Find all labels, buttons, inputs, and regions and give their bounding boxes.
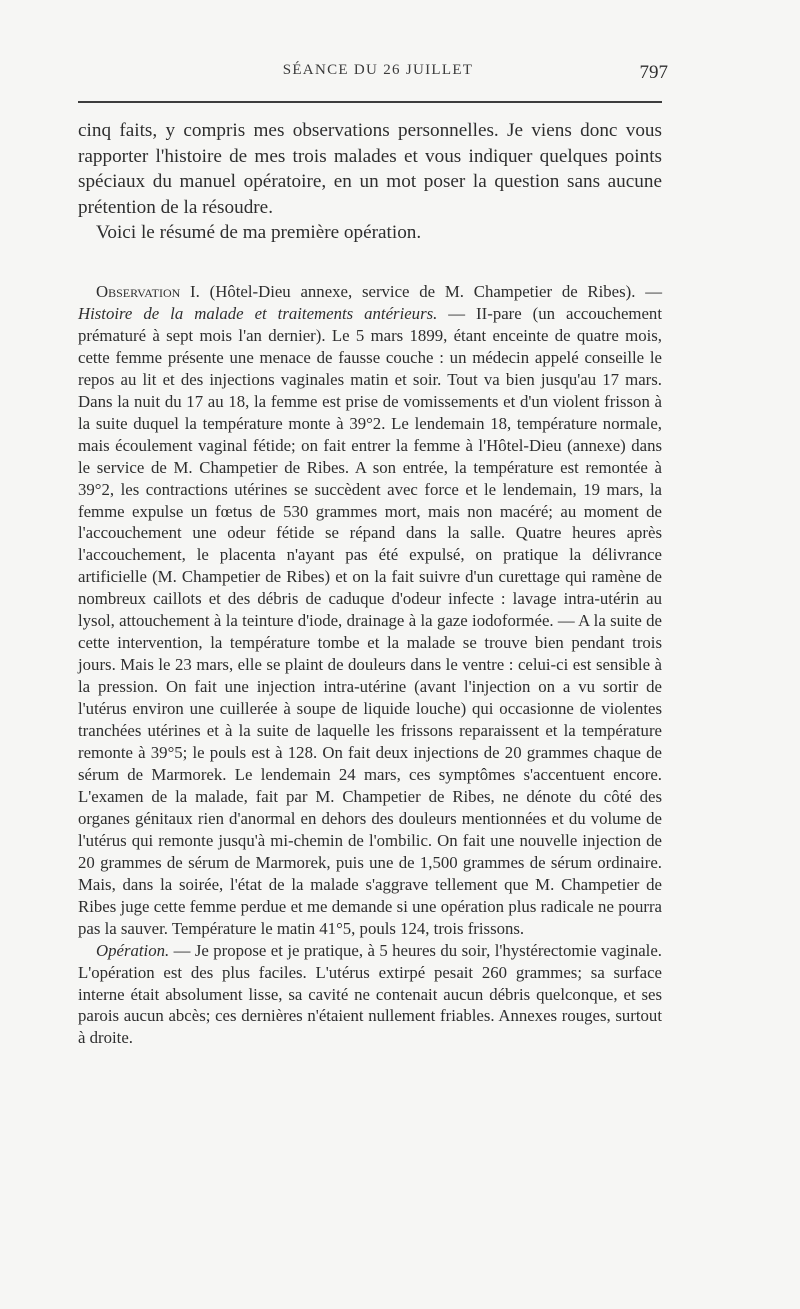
operation-text: — Je propose et je pratique, à 5 heures du soir, l'hystérectomie vaginale. L'opération est des plus faciles. L'utérus extirpé pesait 260 grammes; sa surface interne était absolument lisse, sa cavité ne contenait aucun débris quelconque, et ses parois aucun abcès; ces dernières n'étaient nullement friables. Annexes rouges, surtout à droite. bbox=[78, 940, 662, 1048]
operation-paragraph bbox=[78, 940, 662, 1050]
observation-label: Observation I. bbox=[96, 282, 200, 301]
intro-paragraph: cinq faits, y compris mes observations personnelles. Je viens donc vous rapporter l'histoire de mes trois malades et vous indiquer quelques points spéciaux du manuel opératoire, en un mot poser la question sans aucune prétention de la résoudre. bbox=[78, 120, 662, 218]
operation-title: Opération. bbox=[96, 940, 170, 960]
header-rule bbox=[78, 101, 662, 103]
intro-text bbox=[78, 118, 662, 246]
observation-heading: (Hôtel-Dieu annexe, service de M. Champetier de Ribes). — bbox=[199, 282, 662, 301]
observation-paragraph bbox=[78, 281, 662, 940]
running-title: SÉANCE DU 26 JUILLET bbox=[282, 62, 474, 78]
history-title: Histoire de la malade et traitements antérieurs. bbox=[78, 303, 438, 323]
intro-paragraph: Voici le résumé de ma première opération. bbox=[96, 222, 422, 243]
history-text: — II-pare (un accouchement prématuré à sept mois l'an dernier). Le 5 mars 1899, étant enceinte de quatre mois, cette femme présente une menace de fausse couche : un médecin appelé conseille le repos au lit et des injections vaginales matin et soir. Tout va bien jusqu'au 17 mars. Dans la nuit du 17 au 18, la femme est prise de vomissements et d'un violent frisson à la suite duquel la température monte à 39°2. Le lendemain 18, température normale, mais écoulement vaginal fétide; on fait entrer la femme à l'Hôtel-Dieu (annexe) dans le service de M. Champetier de Ribes. A son entrée, la température est remontée à 39°2, les contractions utérines se succèdent avec force et le lendemain, 19 mars, la femme expulse un fœtus de 530 grammes mort, mais non macéré; au moment de l'accouchement une odeur fétide se répand dans la salle. Quatre heures après l'accouchement, le placenta n'ayant pas été expulsé, on pratique la délivrance artificielle (M. Champetier de Ribes) et on la fait suivre d'un curettage qui ramène de nombreux caillots et des débris de caduque d'odeur infecte : lavage intra-utérin au lysol, attouchement à la teinture d'iode, drainage à la gaze iodoformée. — A la suite de cette intervention, la température tombe et la malade se trouve bien pendant trois jours. Mais le 23 mars, elle se plaint de douleurs dans le ventre : celui-ci est sensible à la pression. On fait une injection intra-utérine (avant l'injection on a vu sortir de l'utérus environ une cuillerée à soupe de liquide louche) qui occasionne de violentes tranchées utérines et à la suite de laquelle les frissons reparaissent et la température remonte à 39°5; le pouls est à 128. On fait deux injections de 20 grammes chaque de sérum de Marmorek. Le lendemain 24 mars, ces symptômes s'accentuent encore. L'examen de la malade, fait par M. Champetier de Ribes, ne dénote du côté des organes génitaux rien d'anormal en dehors des douleurs mentionnées et du volume de l'utérus qui remonte jusqu'à mi-chemin de l'ombilic. On fait une nouvelle injection de 20 grammes de sérum de Marmorek, puis une de 1,500 grammes de sérum ordinaire. Mais, dans la soirée, l'état de la malade s'aggrave tellement que M. Champetier de Ribes juge cette femme perdue et me demande si une opération plus radicale ne pourra pas la sauver. Température le matin 41°5, pouls 124, trois frissons. bbox=[78, 303, 662, 938]
page-header bbox=[78, 62, 678, 86]
page-number: 797 bbox=[639, 62, 668, 83]
observation-section bbox=[78, 281, 662, 1049]
